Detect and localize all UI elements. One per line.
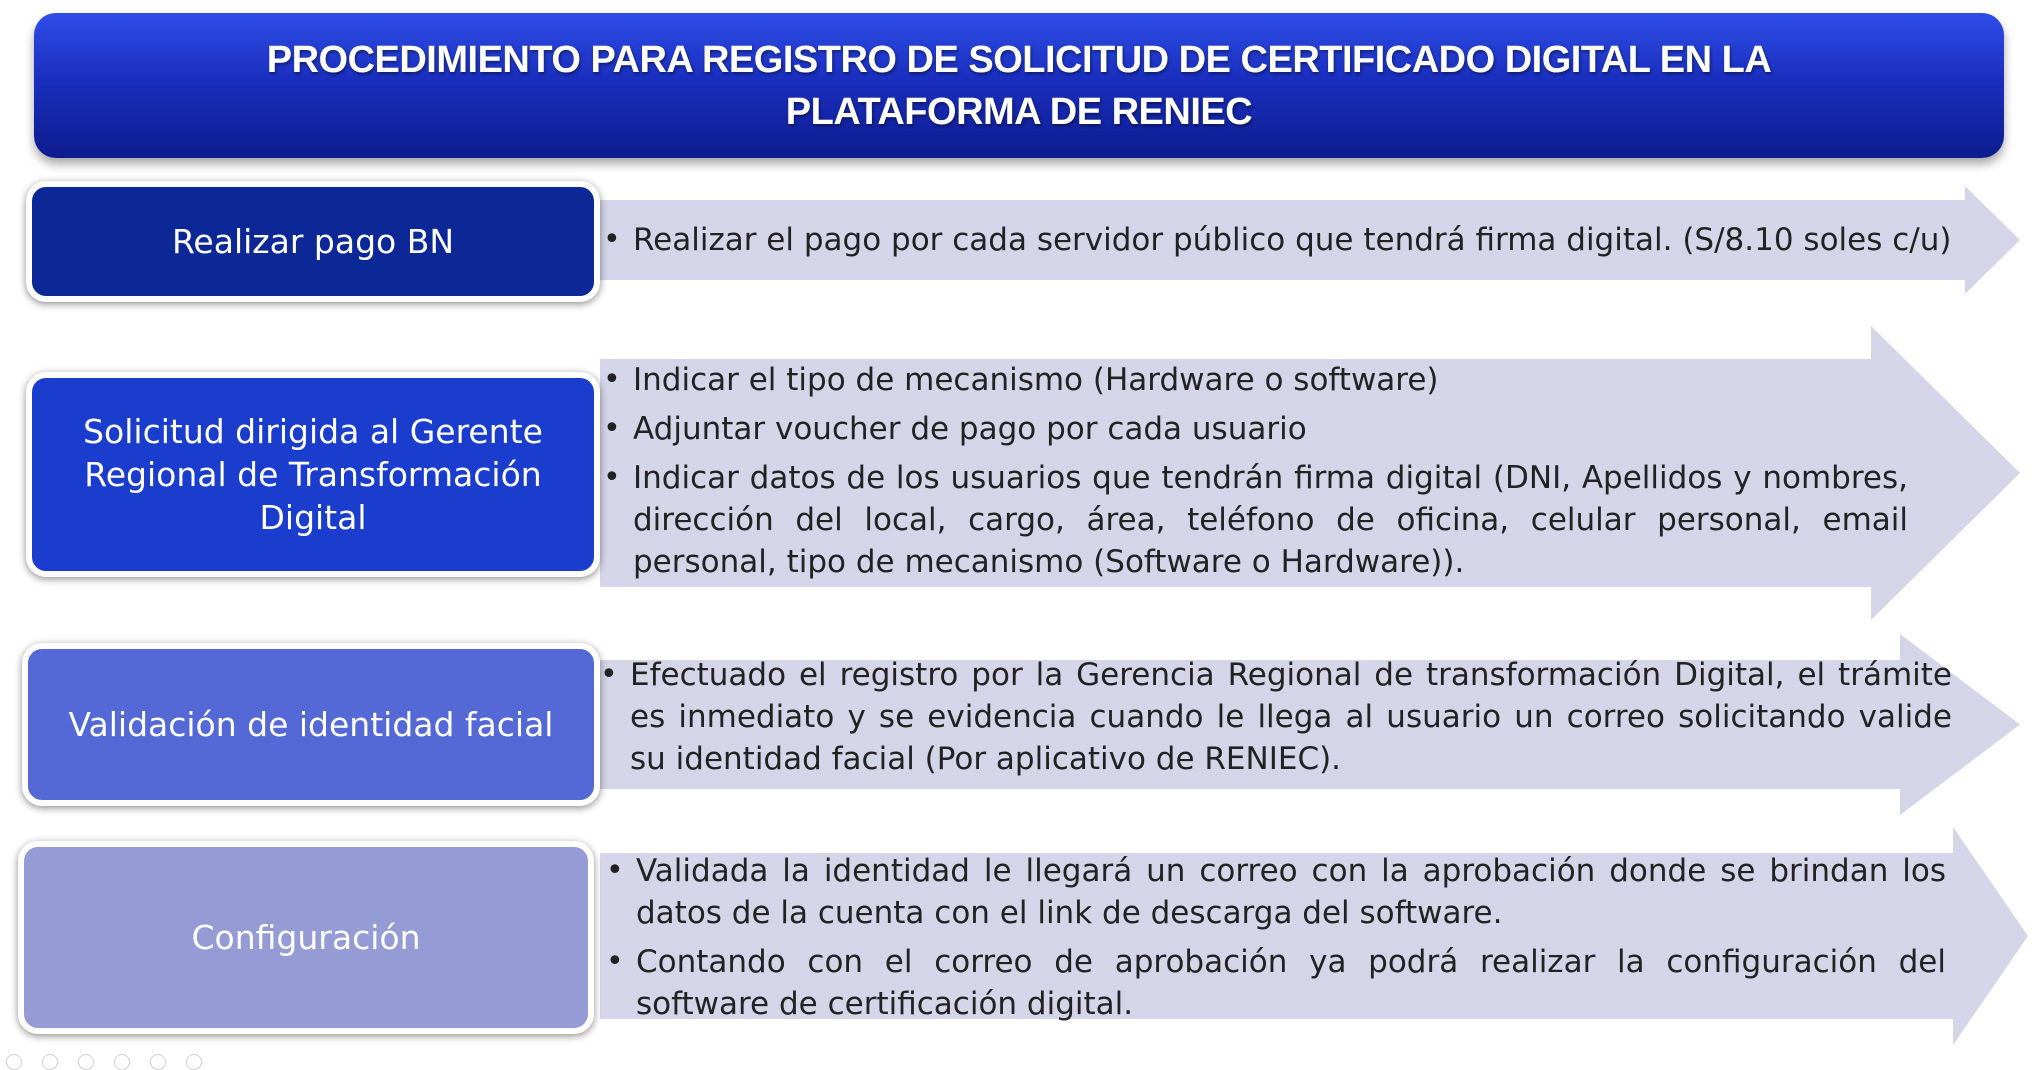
more-icon[interactable]	[186, 1054, 202, 1070]
bullet-icon: •	[606, 944, 624, 979]
next-icon[interactable]	[42, 1054, 58, 1070]
slides-icon[interactable]	[114, 1054, 130, 1070]
list-item: • Adjuntar voucher de pago por cada usuario	[603, 408, 1908, 450]
step-2-label: Solicitud dirigida al Gerente Regional de Transformación Digital	[83, 412, 543, 537]
step-4-box	[18, 841, 594, 1034]
bullet-icon: •	[606, 853, 624, 888]
pen-icon[interactable]	[78, 1054, 94, 1070]
step-1-box	[26, 181, 600, 302]
step-1-bullets	[603, 219, 1983, 268]
bullet-icon: •	[603, 362, 621, 397]
list-item: • Indicar datos de los usuarios que tendrán firma digital (DNI, Apellidos y nombres, dirección del local, cargo, área, teléfono de oficina, celular personal, email personal, tipo de mecanismo (Software o Hardware)).	[603, 457, 1908, 583]
step-4-label: Configuración	[191, 918, 421, 957]
step-1-label: Realizar pago BN	[171, 222, 455, 261]
list-item: • Validada la identidad le llegará un correo con la aprobación donde se brindan los datos de la cuenta con el link de descarga del software.	[606, 850, 1946, 934]
bullet-icon: •	[603, 222, 621, 257]
page-title: PROCEDIMIENTO PARA REGISTRO DE SOLICITUD DE CERTIFICADO DIGITAL EN LA PLATAFORMA DE RENIEC	[266, 38, 1772, 133]
list-item: • Indicar el tipo de mecanismo (Hardware o software)	[603, 359, 1908, 401]
slide-controls	[0, 1054, 202, 1061]
step-4-bullets	[606, 850, 1946, 1032]
step-2-box	[26, 372, 600, 577]
zoom-icon[interactable]	[150, 1054, 166, 1070]
list-item: • Efectuado el registro por la Gerencia Regional de transformación Digital, el trámite es inmediato y se evidencia cuando le llega al usuario un correo solicitando valide su identidad facial (Por aplicativo de RENIEC).	[600, 654, 1952, 780]
bullet-icon: •	[600, 657, 618, 692]
step-3-label: Validación de identidad facial	[68, 705, 554, 744]
list-item: • Contando con el correo de aprobación ya podrá realizar la configuración del software de certificación digital.	[606, 941, 1946, 1025]
step-3-box	[22, 643, 600, 806]
title-banner	[34, 13, 2004, 158]
step-2-bullets	[603, 359, 1908, 590]
bullet-icon: •	[603, 411, 621, 446]
list-item: • Realizar el pago por cada servidor público que tendrá firma digital. (S/8.10 soles c/u)	[603, 219, 1983, 261]
bullet-icon: •	[603, 460, 621, 495]
prev-icon[interactable]	[6, 1054, 22, 1070]
step-3-bullets	[600, 654, 1952, 787]
